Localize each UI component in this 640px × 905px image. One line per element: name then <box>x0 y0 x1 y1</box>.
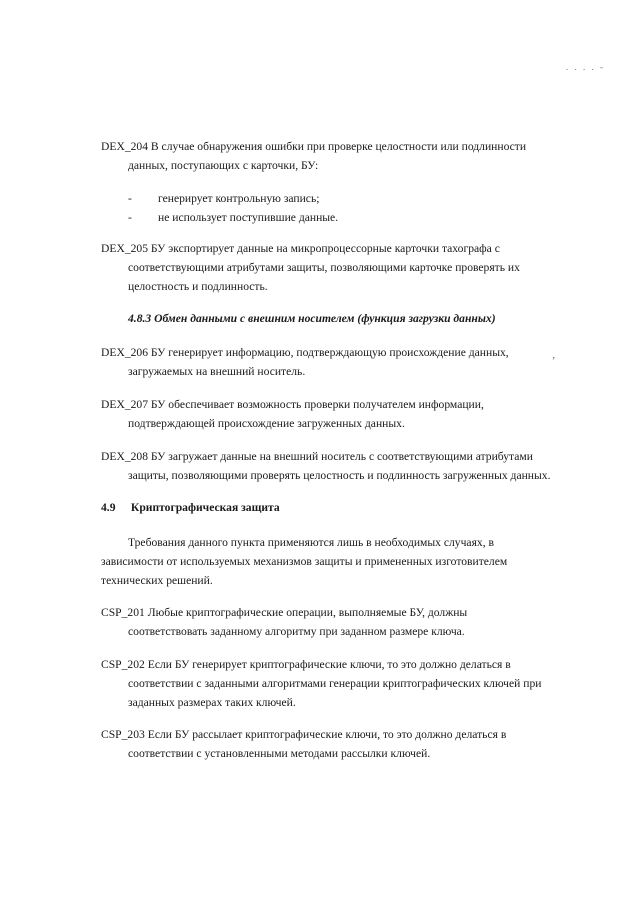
requirement-text-line: Если БУ рассылает криптографические ключи, то это должно делаться в <box>147 728 507 741</box>
requirement-code: DEX_208 <box>101 450 149 463</box>
requirement-text-line: В случае обнаружения ошибки при проверке целостности или подлинности <box>150 140 527 153</box>
subsection-heading: 4.8.3 Обмен данными с внешним носителем (функция загрузки данных) <box>128 312 496 325</box>
paragraph-line: зависимости от используемых механизмов защиты и примененных изготовителем <box>101 555 508 568</box>
requirement-dex-205 <box>101 239 591 296</box>
requirement-text-line: загружаемых на внешний носитель. <box>128 365 306 378</box>
list-item-text: не использует поступившие данные. <box>158 211 339 224</box>
list-item-text: генерирует контрольную запись; <box>158 192 320 205</box>
requirement-code: CSP_202 <box>101 658 145 671</box>
requirement-text-line: соответствии с заданными алгоритмами генерации криптографических ключей при <box>128 677 542 690</box>
list-item <box>128 208 338 227</box>
requirement-dex-208 <box>101 447 591 485</box>
requirement-text-line: данных, поступающих с карточки, БУ: <box>128 159 319 172</box>
requirement-text-line: БУ экспортирует данные на микропроцессорные карточки тахографа с <box>150 242 500 255</box>
requirement-code: DEX_205 <box>101 242 149 255</box>
intro-paragraph <box>101 533 581 590</box>
section-number: 4.9 <box>101 501 116 514</box>
requirement-csp-203 <box>101 725 591 763</box>
requirement-code: DEX_207 <box>101 398 149 411</box>
section-heading <box>101 498 280 517</box>
bullet-list <box>128 189 338 227</box>
page-header-mark: . . . . - <box>566 62 605 72</box>
requirement-text-line: подтверждающей происхождение загруженных данных. <box>128 417 405 430</box>
requirement-text-line: Если БУ генерирует криптографические ключи, то это должно делаться в <box>147 658 511 671</box>
bullet-dash: - <box>128 192 132 205</box>
requirement-code: DEX_206 <box>101 346 149 359</box>
section-title: Криптографическая защита <box>130 501 280 514</box>
requirement-text-line: соответствующими атрибутами защиты, позволяющими карточке проверять их <box>128 261 520 274</box>
paragraph-line: технических решений. <box>101 574 213 587</box>
requirement-text-line: соответствии с установленными методами рассылки ключей. <box>128 747 431 760</box>
requirement-code: DEX_204 <box>101 140 149 153</box>
paragraph-line: Требования данного пункта применяются лишь в необходимых случаях, в <box>128 536 494 549</box>
requirement-text-line: БУ генерирует информацию, подтверждающую происхождение данных, <box>150 346 509 359</box>
requirement-text-line: соответствовать заданному алгоритму при заданном размере ключа. <box>128 625 465 638</box>
list-item <box>128 189 338 208</box>
requirement-text-line: БУ загружает данные на внешний носитель с соответствующими атрибутами <box>150 450 533 463</box>
requirement-text-line: целостность и подлинность. <box>128 280 268 293</box>
requirement-text-line: Любые криптографические операции, выполняемые БУ, должны <box>147 606 468 619</box>
requirement-code: CSP_203 <box>101 728 145 741</box>
stray-scan-mark: ‚ <box>552 350 556 361</box>
requirement-csp-201 <box>101 603 591 641</box>
requirement-dex-204 <box>101 137 591 175</box>
requirement-csp-202 <box>101 655 591 712</box>
requirement-dex-207 <box>101 395 591 433</box>
requirement-text-line: заданных размерах таких ключей. <box>128 696 296 709</box>
bullet-dash: - <box>128 211 132 224</box>
requirement-code: CSP_201 <box>101 606 145 619</box>
requirement-text-line: БУ обеспечивает возможность проверки получателем информации, <box>150 398 484 411</box>
requirement-text-line: защиты, позволяющими проверять целостность и подлинность загруженных данных. <box>128 469 551 482</box>
requirement-dex-206 <box>101 343 591 381</box>
